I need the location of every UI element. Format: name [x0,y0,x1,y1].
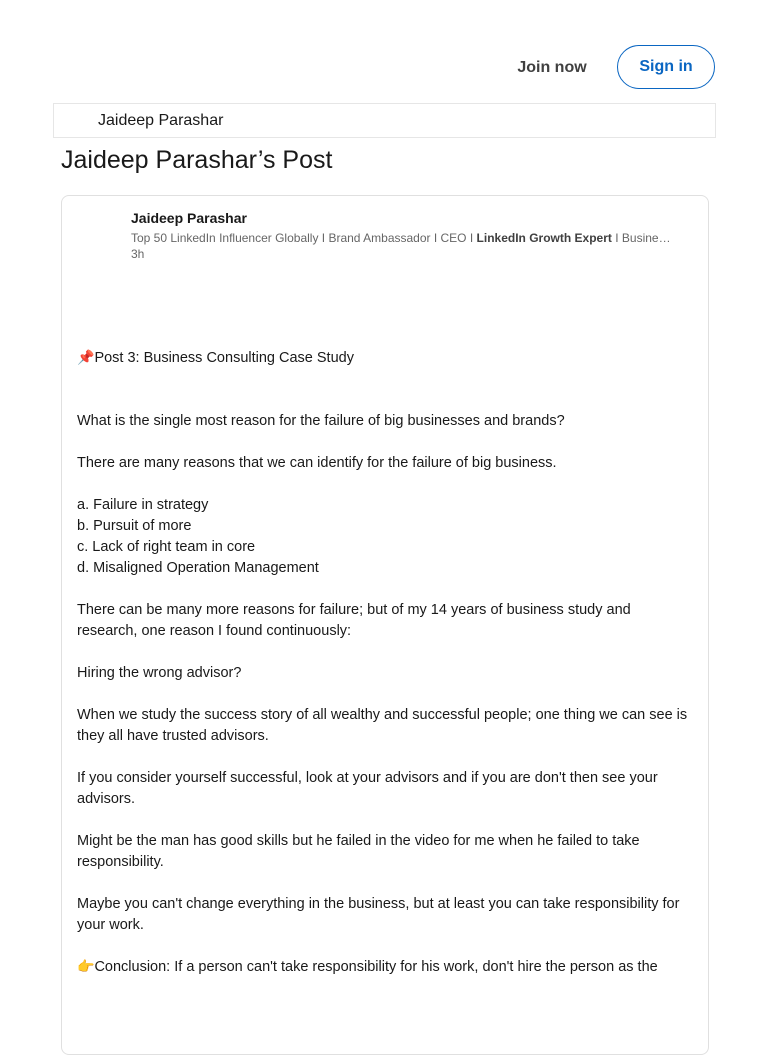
post-time: 3h [131,247,145,261]
reason-item: d. Misaligned Operation Management [77,560,319,576]
post-heading [77,348,693,369]
search-value: Jaideep Parashar [98,111,224,129]
pushpin-icon: 📌 [77,350,95,366]
post-paragraph: There can be many more reasons for failure; but of my 14 years of business study and research, one reason I found continuously: [77,602,631,639]
post-conclusion-text: Conclusion: If a person can't take responsibility for his work, don't hire the person as the [94,959,658,975]
join-now-button[interactable]: Join now [517,59,587,76]
author-headline-highlight: LinkedIn Growth Expert [476,231,612,245]
post-paragraph: Maybe you can't change everything in the business, but at least you can take responsibility for your work. [77,896,680,933]
reason-item: b. Pursuit of more [77,518,192,534]
author-headline-tail: I Busine… [611,231,671,245]
post-question: What is the single most reason for the failure of big businesses and brands? [77,413,565,429]
post-paragraph: Might be the man has good skills but he failed in the video for me when he failed to take responsibility. [77,833,640,870]
sign-in-button[interactable]: Sign in [617,45,715,89]
author-name[interactable]: Jaideep Parashar [131,210,247,226]
page-title: Jaideep Parashar’s Post [61,146,333,174]
post-heading-text: Post 3: Business Consulting Case Study [94,350,354,366]
post-conclusion [77,957,693,978]
reason-item: a. Failure in strategy [77,497,209,513]
post-paragraph: Hiring the wrong advisor? [77,665,242,681]
author-headline [131,230,691,247]
post-author [131,209,691,262]
reason-item: c. Lack of right team in core [77,539,256,555]
author-headline-text: Top 50 LinkedIn Influencer Globally I Brand Ambassador I CEO I [131,231,477,245]
post-paragraph: If you consider yourself successful, look at your advisors and if you are don't then see your advisors. [77,770,658,807]
pointing-hand-icon: 👉 [77,959,95,975]
reasons-intro: There are many reasons that we can identify for the failure of big business. [77,455,557,471]
search-bar[interactable] [53,103,716,138]
post-paragraph: When we study the success story of all wealthy and successful people; one thing we can see is they all have trusted advisors. [77,707,688,744]
post-body [77,348,693,978]
post-card [61,195,709,1055]
top-navigation [0,0,768,100]
